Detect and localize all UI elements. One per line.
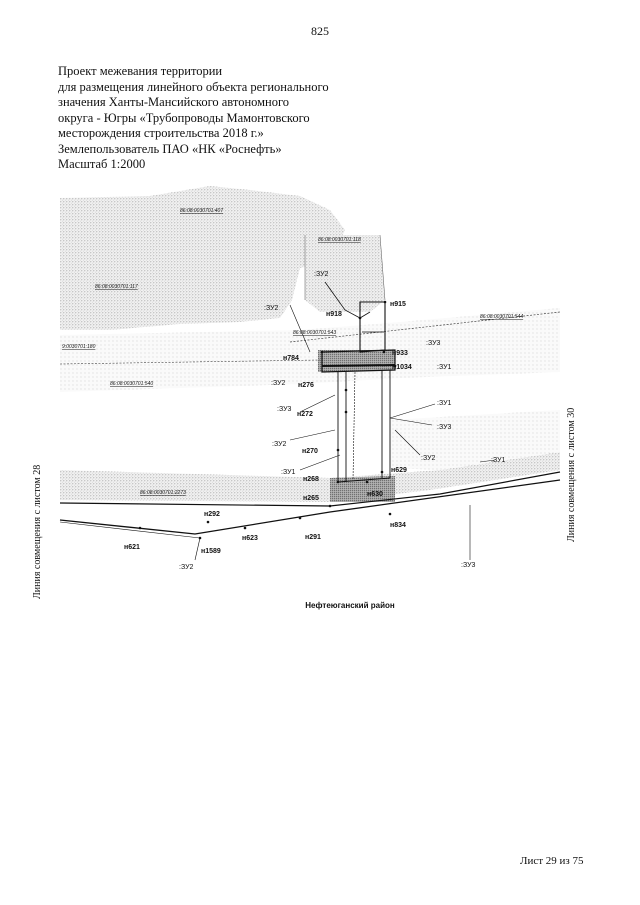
cadastral-label: 86:08:0030701:118 (318, 237, 361, 243)
cadastral-label: 86:08:0030701:540 (110, 381, 154, 387)
zone-label: :ЗУ3 (277, 406, 292, 413)
point-label: н834 (390, 522, 406, 529)
point-label: н1034 (392, 364, 412, 371)
point-label: н292 (204, 511, 220, 518)
side-match-line-left: Линия совмещения с листом 28 (32, 464, 43, 600)
point-label: н915 (390, 301, 406, 308)
title-block (58, 64, 358, 173)
zone-label: :ЗУ2 (179, 564, 194, 571)
zone-label: :ЗУ1 (437, 364, 452, 371)
zone-label: :ЗУ1 (491, 457, 506, 464)
point-label: н630 (367, 491, 383, 498)
zone-label: :ЗУ2 (271, 380, 286, 387)
zone-label: :ЗУ2 (264, 305, 279, 312)
zone-label: :ЗУ2 (272, 441, 287, 448)
point-label: н621 (124, 544, 140, 551)
point-label: н1589 (201, 548, 221, 555)
cadastral-map (40, 180, 580, 600)
title-line: месторождения строительства 2018 г.» (58, 126, 264, 140)
point-label: н629 (391, 467, 407, 474)
point-label: н272 (297, 411, 313, 418)
zone-label: :ЗУ3 (437, 424, 452, 431)
zone-label: :ЗУ1 (281, 469, 296, 476)
zone-label: :ЗУ1 (437, 400, 452, 407)
point-label: н623 (242, 535, 258, 542)
cadastral-label: 86:08:0030701:543 (293, 330, 337, 336)
cadastral-label: 86:08:0030701:544 (480, 314, 524, 320)
cadastral-label: 86:08:0030701:407 (180, 208, 224, 214)
page-number: 825 (311, 24, 329, 38)
cadastral-label: 86:08:0030701:117 (95, 284, 138, 290)
title-line: Землепользователь ПАО «НК «Роснефть» (58, 141, 282, 156)
point-label: н268 (303, 476, 319, 483)
point-label: н918 (326, 311, 342, 318)
title-line: Проект межевания территории (58, 64, 223, 78)
zone-label: :ЗУ3 (426, 340, 441, 347)
point-label: н291 (305, 534, 321, 541)
cadastral-label: 86:08:0030701:2273 (140, 490, 186, 496)
cadastral-label: 9:0030701:180 (62, 344, 96, 350)
parcel-area (318, 350, 395, 372)
sheet-number: Лист 29 из 75 (520, 855, 584, 867)
point-label: н276 (298, 382, 314, 389)
point-label: н270 (302, 448, 318, 455)
point-label: н933 (392, 350, 408, 357)
point-label: н784 (283, 355, 299, 362)
title-line: значения Ханты-Мансийского автономного (58, 95, 290, 109)
district-label: Нефтеюганский район (305, 601, 395, 610)
point-label: н265 (303, 495, 319, 502)
title-line: для размещения линейного объекта регионального (58, 79, 329, 94)
title-line: округа - Югры «Трубопроводы Мамонтовского (58, 110, 310, 125)
scale-line: Масштаб 1:2000 (58, 157, 146, 171)
zone-label: :ЗУ3 (461, 562, 476, 569)
zone-label: :ЗУ2 (314, 271, 329, 278)
side-match-line-right: Линия совмещения с листом 30 (566, 407, 577, 543)
zone-label: :ЗУ2 (421, 455, 436, 462)
